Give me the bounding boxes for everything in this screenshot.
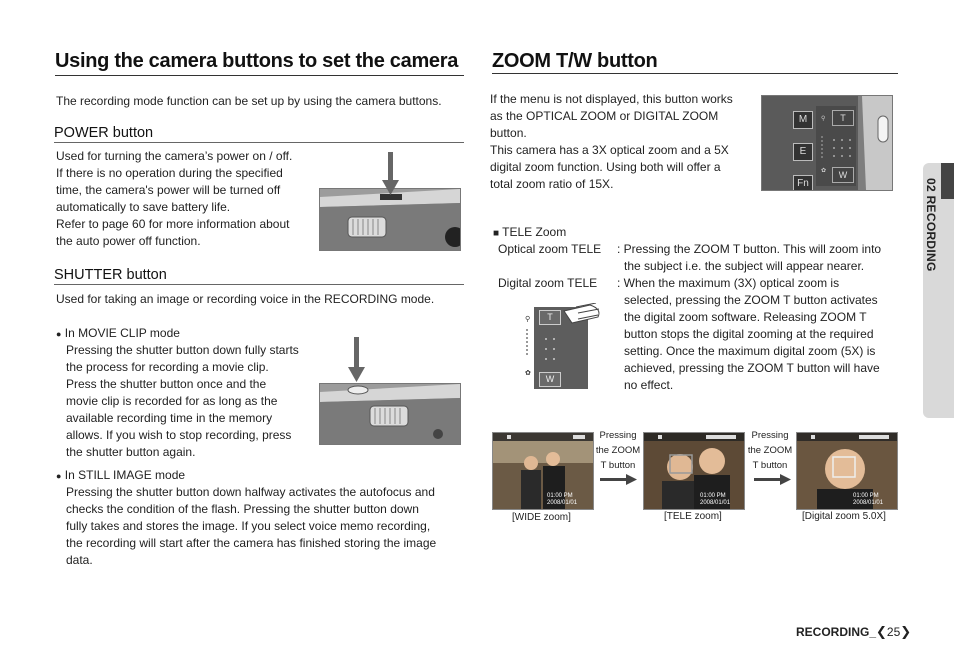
tele-zoom-photo xyxy=(643,432,745,510)
right-arrow-icon xyxy=(754,474,792,486)
page-number-close-icon: ❯ xyxy=(900,624,912,639)
e-key: E xyxy=(793,143,813,161)
digital-timestamp: 01:00 PM 2008/01/01 xyxy=(853,493,884,506)
digital-zoom-label: Digital zoom TELE xyxy=(498,276,598,290)
digital-zoom-text: : When the maximum (3X) optical zoom is selected, pressing the ZOOM T button activates the digital zoom software. Releasing ZOOM T button stops the digital zooming at the required setting. Once the maximum digital zoom (5X) is achieved, pressing the ZOOM T button will have no effect. xyxy=(617,276,880,392)
right-arrow-icon xyxy=(600,474,638,486)
shutter-intro: Used for taking an image or recording voice in the RECORDING mode. xyxy=(56,292,435,306)
tele-zoom-heading: ■ TELE Zoom xyxy=(493,225,567,239)
menu-key: M xyxy=(793,111,813,129)
movie-mode-text: Pressing the shutter button down fully starts the process for recording a movie clip. Press the shutter button once and the movie clip is recorded for as long as the available recording time in the memory allows. If you wish to stop recording, press the shutter button again. xyxy=(66,343,299,459)
pressing-zoom-label-1: Pressing the ZOOM T button xyxy=(595,430,641,471)
optical-zoom-text: : Pressing the ZOOM T button. This will zoom into the subject i.e. the subject will appear nearer. xyxy=(617,242,882,273)
power-button-illustration xyxy=(319,188,461,251)
bullet-icon: ● xyxy=(56,471,62,481)
power-heading: POWER button xyxy=(54,125,154,141)
page-number: 25 xyxy=(886,625,901,639)
wide-timestamp: 01:00 PM 2008/01/01 xyxy=(547,493,578,506)
right-title-rule xyxy=(492,73,898,74)
shutter-button-illustration xyxy=(319,383,461,445)
caption-wide: [WIDE zoom] xyxy=(512,512,571,523)
chapter-tab-label: 02 RECORDING xyxy=(924,178,938,272)
wide-zoom-photo xyxy=(492,432,594,510)
zoom-w-key: W xyxy=(832,167,854,183)
shutter-heading: SHUTTER button xyxy=(54,267,167,283)
tele-timestamp: 01:00 PM 2008/01/01 xyxy=(700,493,731,506)
footer xyxy=(796,624,911,640)
shutter-rule xyxy=(54,284,464,285)
still-mode-title: ● In STILL IMAGE mode xyxy=(56,468,186,482)
left-title: Using the camera buttons to set the camera xyxy=(55,50,459,72)
camera-back-illustration xyxy=(761,95,893,191)
left-intro: The recording mode function can be set up by using the camera buttons. xyxy=(56,94,442,108)
rocker-t-key: T xyxy=(539,310,561,325)
power-arrow-icon xyxy=(381,152,401,196)
fn-key: Fn xyxy=(793,175,813,191)
movie-mode-title: ● In MOVIE CLIP mode xyxy=(56,326,180,340)
zoom-intro: If the menu is not displayed, this button works as the OPTICAL ZOOM or DIGITAL ZOOM button. This camera has a 3X optical zoom and a 5X digital zoom function. Using both will offer a total zoom ratio of 15X. xyxy=(490,92,733,191)
footer-section-label: RECORDING_ xyxy=(796,625,877,639)
shutter-arrow-icon xyxy=(347,337,367,383)
zoom-t-key: T xyxy=(832,110,854,126)
svg-text:✿: ✿ xyxy=(525,369,531,377)
left-title-rule xyxy=(55,75,464,76)
power-text: Used for turning the camera’s power on / off. If there is no operation during the specified time, the camera's power will be turned off automatically to save battery life. Refer to page 60 for more information about the auto power off function. xyxy=(56,149,293,248)
svg-text:⚲: ⚲ xyxy=(821,115,826,122)
power-rule xyxy=(54,142,464,143)
zoom-rocker-illustration xyxy=(520,303,602,389)
chapter-tab-marker xyxy=(941,163,954,199)
caption-tele: [TELE zoom] xyxy=(664,511,722,522)
square-bullet-icon: ■ xyxy=(493,228,500,239)
svg-text:⚲: ⚲ xyxy=(525,315,531,323)
rocker-w-key: W xyxy=(539,372,561,387)
pressing-zoom-label-2: Pressing the ZOOM T button xyxy=(747,430,793,471)
caption-digital: [Digital zoom 5.0X] xyxy=(802,511,886,522)
optical-zoom-label: Optical zoom TELE xyxy=(498,242,602,256)
page-number-open-icon: ❮ xyxy=(876,624,887,639)
digital-zoom-photo xyxy=(796,432,898,510)
svg-text:✿: ✿ xyxy=(821,167,827,174)
right-title: ZOOM T/W button xyxy=(492,50,658,72)
still-mode-text: Pressing the shutter button down halfway activates the autofocus and checks the condition of the flash. Pressing the shutter button down fully takes and stores the image. If you select voice memo recording, the recording will start after the camera has finished storing the image data. xyxy=(66,485,437,567)
bullet-icon: ● xyxy=(56,329,62,339)
